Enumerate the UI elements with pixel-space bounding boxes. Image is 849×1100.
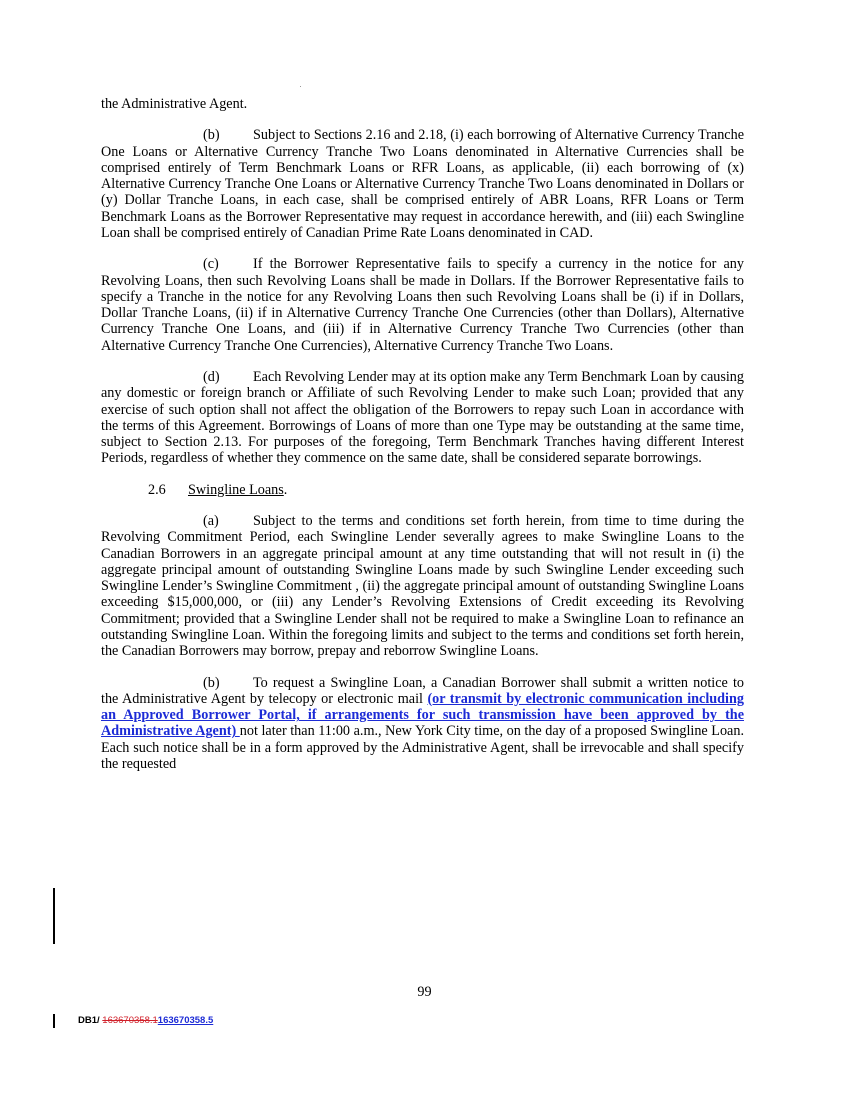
section-heading	[101, 482, 744, 498]
document-id-footer	[78, 1015, 213, 1027]
change-bar	[53, 888, 55, 944]
paragraph-c-label: (c)	[203, 256, 219, 273]
paragraph-d-text: Each Revolving Lender may at its option make any Term Benchmark Loan by causing any domestic or foreign branch or Affiliate of such Revolving Lender to make such Loan; provided that any exercise of such option shall not affect the obligation of the Borrowers to repay such Loan in accordance with the terms of this Agreement. Borrowings of Loans of more than one Type may be outstanding at the same time, subject to Section 2.13. For purposes of the foregoing, Term Benchmark Tranches having different Interest Periods, regardless of whether they commence on the same date, shall be considered separate borrowings.	[101, 369, 744, 467]
section-title-period: .	[283, 481, 288, 498]
paragraph-2-6-a-label: (a)	[203, 513, 219, 530]
lead-in-text: the Administrative Agent.	[101, 96, 248, 112]
footer-change-bar	[53, 1014, 55, 1028]
paragraph-2-6-b-label: (b)	[203, 674, 220, 691]
paragraph-b-text: Subject to Sections 2.16 and 2.18, (i) each borrowing of Alternative Currency Tranche One Loans or Alternative Currency Tranche Two Loans denominated in Alternative Currencies shall be comprised entirely of Term Benchmark Loans or RFR Loans, as applicable, (ii) each borrowing of (x) Alternative Currency Tranche One Loans or Alternative Currency Tranche Two Loans denominated in Dollars or (y) Dollar Tranche Loans, in each case, shall be comprised entirely of ABR Loans, RFR Loans or Term Benchmark Loans as the Borrower Representative may request in accordance herewith, and (iii) each Swingline Loan shall be comprised entirely of Canadian Prime Rate Loans denominated in CAD.	[101, 127, 744, 241]
inserted-document-id: 163670358.5	[157, 1015, 214, 1026]
paragraph-2-6-b-text-after: not later than 11:00 a.m., New York City time, on the day of a proposed Swingline Loan. Each such notice shall be in a form approved by the Administrative Agent, shall be irrevocable and shall specify the requested	[101, 723, 744, 772]
paragraph-2-6-a	[101, 513, 744, 659]
paragraph-b	[101, 127, 744, 241]
paragraph-b-label: (b)	[203, 127, 220, 144]
footer-prefix: DB1/	[78, 1015, 103, 1026]
paragraph-2-6-b	[101, 675, 744, 773]
paragraph-d	[101, 369, 744, 467]
section-title: Swingline Loans	[188, 481, 284, 498]
paragraph-d-label: (d)	[203, 369, 220, 386]
paragraph-c-text: If the Borrower Representative fails to specify a currency in the notice for any Revolving Loans, then such Revolving Loans shall be made in Dollars. If the Borrower Representative fails to specify a Tranche in the notice for any Revolving Loans then such Revolving Loans shall be (i) if in Dollars, Dollar Tranche Loans, (ii) if in Alternative Currency Tranche One Currencies (other than Dollars), Alternative Currency Tranche One Loans, and (iii) if in Alternative Currency Tranche Two Currencies (other than Alternative Currency Tranche One Currencies), Alternative Currency Tranche Two Loans.	[101, 256, 744, 354]
document-body	[101, 96, 744, 787]
deleted-document-id: 163670358.1	[102, 1015, 158, 1026]
paragraph-c	[101, 256, 744, 354]
paragraph-2-6-b-text-before: To request a Swingline Loan, a Canadian Borrower shall submit a written notice to the Administrative Agent by telecopy or electronic mail	[101, 674, 744, 707]
section-number: 2.6	[148, 481, 166, 498]
page-number: 99	[417, 984, 432, 1000]
paragraph-2-6-a-text: Subject to the terms and conditions set forth herein, from time to time during the Revolving Commitment Period, each Swingline Lender severally agrees to make Swingline Loans to the Canadian Borrowers in an aggregate principal amount at any time outstanding that will not result in (i) the aggregate principal amount of outstanding Swingline Loans made by such Swingline Lender exceeding such Swingline Lender’s Swingline Commitment , (ii) the aggregate principal amount of outstanding Swingline Loans exceeding $15,000,000, or (iii) any Lender’s Revolving Extensions of Credit exceeding its Revolving Commitment; provided that a Swingline Lender shall not be required to make a Swingline Loan to refinance an outstanding Swingline Loan. Within the foregoing limits and subject to the terms and conditions set forth herein, the Canadian Borrowers may borrow, prepay and reborrow Swingline Loans.	[101, 513, 744, 660]
stray-mark	[300, 86, 301, 87]
inserted-text: (or transmit by electronic communication including an Approved Borrower Portal, if arrangements for such transmission have been approved by the Administrative Agent)	[101, 690, 744, 740]
